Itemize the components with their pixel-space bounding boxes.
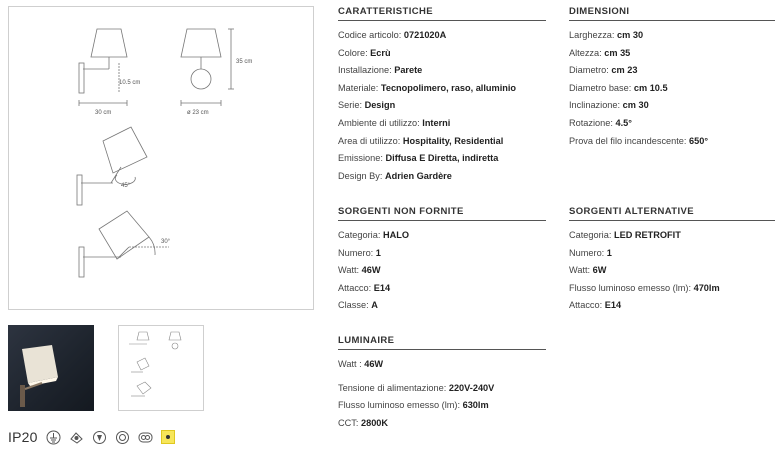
- spec-label: Materiale:: [338, 82, 381, 93]
- spec-row: [569, 245, 775, 263]
- spec-value: 470lm: [693, 282, 720, 293]
- spec-row: [338, 168, 546, 186]
- spec-row: [338, 262, 546, 280]
- dim-diameter: ø 23 cm: [187, 110, 209, 116]
- spec-value: 6W: [592, 265, 607, 276]
- spec-row: [569, 280, 775, 298]
- spec-row: [338, 97, 546, 115]
- spec-label: Attacco:: [569, 300, 605, 311]
- spec-value: Adrien Gardère: [384, 170, 452, 181]
- technical-drawing: [8, 6, 314, 310]
- spec-value: Hospitality, Residential: [402, 135, 504, 146]
- spec-row: [569, 27, 775, 45]
- spec-label: Numero:: [338, 247, 376, 258]
- spec-row: [338, 397, 546, 415]
- product-photo-thumbnail[interactable]: [8, 325, 94, 411]
- spec-row: [338, 297, 546, 315]
- spec-label: Watt:: [338, 265, 362, 276]
- lamp-diagram: [9, 7, 313, 309]
- spec-label: Codice articolo:: [338, 30, 404, 40]
- spec-label: Watt:: [569, 265, 593, 276]
- spec-value: 2800K: [360, 417, 389, 428]
- ip-value: 20: [21, 429, 38, 445]
- spec-row: [569, 115, 775, 133]
- spec-row: [338, 150, 546, 168]
- spec-row: [569, 80, 775, 98]
- sorgenti-alternative-section: [569, 206, 775, 315]
- spec-row: [338, 227, 546, 245]
- spec-row: [338, 415, 546, 433]
- spec-row: [569, 262, 775, 280]
- spec-label: Categoria:: [338, 230, 383, 240]
- spec-label: Flusso luminoso emesso (lm):: [338, 400, 463, 411]
- spec-value: cm 10.5: [633, 82, 668, 93]
- spec-label: Installazione:: [338, 65, 395, 76]
- spec-row: [338, 280, 546, 298]
- luminaire-section: [338, 335, 546, 432]
- spec-row: [338, 115, 546, 133]
- spec-value: HALO: [382, 230, 409, 240]
- dimensioni-title: DIMENSIONI: [569, 6, 775, 21]
- certifications-row: [8, 428, 175, 446]
- sorgenti-alternative-title: SORGENTI ALTERNATIVE: [569, 206, 775, 221]
- angle-rotation: 45°: [121, 183, 131, 189]
- spec-label: Attacco:: [338, 282, 374, 293]
- ip-rating: [8, 429, 38, 445]
- dim-width: 30 cm: [95, 110, 112, 116]
- spec-label: Rotazione:: [569, 117, 616, 128]
- spec-label: Diametro:: [569, 65, 612, 76]
- spec-label: Categoria:: [569, 230, 614, 240]
- spec-label: Watt :: [338, 359, 365, 369]
- spec-value: cm 35: [604, 47, 631, 58]
- spec-label: Serie:: [338, 100, 365, 111]
- spec-value: LED RETROFIT: [613, 230, 681, 240]
- spec-value: 220V-240V: [448, 382, 495, 393]
- spec-row: [338, 245, 546, 263]
- spec-value: A: [371, 300, 378, 311]
- spec-row: [338, 380, 546, 398]
- spec-label: Ambiente di utilizzo:: [338, 117, 423, 128]
- spec-label: Prova del filo incandescente:: [569, 135, 690, 146]
- spec-row: [569, 227, 775, 245]
- drawing-thumbnail-image: [119, 326, 203, 410]
- spec-row: [569, 45, 775, 63]
- spec-value: Design: [364, 100, 396, 111]
- spec-value: 46W: [364, 359, 384, 369]
- caratteristiche-title: CARATTERISTICHE: [338, 6, 546, 21]
- spec-label: Numero:: [569, 247, 607, 258]
- spec-label: Altezza:: [569, 47, 605, 58]
- ground-symbol-icon: [46, 430, 61, 445]
- drawing-thumbnail[interactable]: [118, 325, 204, 411]
- spec-label: Tensione di alimentazione:: [338, 382, 449, 393]
- luminaire-title: LUMINAIRE: [338, 335, 546, 350]
- spec-row: [338, 80, 546, 98]
- spec-label: Larghezza:: [569, 30, 618, 40]
- spec-row: [569, 297, 775, 315]
- spec-value: 46W: [361, 265, 381, 276]
- spec-value: Parete: [394, 65, 423, 76]
- sorgenti-non-fornite-title: SORGENTI NON FORNITE: [338, 206, 546, 221]
- sorgenti-non-fornite-section: [338, 206, 546, 315]
- spec-row: [338, 133, 546, 151]
- spec-row: [338, 356, 546, 374]
- safety-mark-icon: [92, 430, 107, 445]
- spec-value: 1: [606, 247, 612, 258]
- spec-value: 1: [375, 247, 381, 258]
- spec-value: cm 30: [617, 30, 644, 40]
- dim-base: 10.5 cm: [119, 80, 141, 86]
- spec-label: Inclinazione:: [569, 100, 623, 111]
- spec-row: [569, 97, 775, 115]
- double-insulation-icon: [69, 430, 84, 445]
- spec-value: E14: [604, 300, 622, 311]
- spec-label: Design By:: [338, 170, 385, 181]
- dim-height: 35 cm: [236, 59, 253, 65]
- spec-label: Diametro base:: [569, 82, 634, 93]
- spec-row: [569, 62, 775, 80]
- spec-value: Diffusa E Diretta, indiretta: [385, 153, 499, 164]
- spec-value: 650°: [689, 135, 709, 146]
- ip-prefix: IP: [8, 429, 22, 445]
- spec-value: E14: [373, 282, 391, 293]
- spec-label: Classe:: [338, 300, 372, 311]
- spec-value: 0721020A: [403, 30, 447, 40]
- spec-label: Flusso luminoso emesso (lm):: [569, 282, 694, 293]
- spec-label: Emissione:: [338, 153, 386, 164]
- spec-row: [338, 62, 546, 80]
- angle-tilt: 30°: [161, 239, 171, 245]
- lamp-photo-image: [8, 325, 94, 411]
- quality-mark-icon: [115, 430, 130, 445]
- spec-label: Area di utilizzo:: [338, 135, 403, 146]
- spec-value: 4.5°: [615, 117, 632, 128]
- spec-value: cm 23: [611, 65, 638, 76]
- spec-row: [569, 133, 775, 151]
- spec-value: Interni: [422, 117, 451, 128]
- spec-label: CCT:: [338, 417, 361, 428]
- spec-value: 630lm: [462, 400, 489, 411]
- spec-row: [338, 45, 546, 63]
- spec-row: [338, 27, 546, 45]
- caratteristiche-section: [338, 6, 546, 185]
- spec-value: Tecnopolimero, raso, alluminio: [380, 82, 517, 93]
- dimensioni-section: [569, 6, 775, 150]
- spec-label: Colore:: [338, 47, 371, 58]
- energy-class-icon: [161, 430, 175, 444]
- spec-value: cm 30: [622, 100, 649, 111]
- spec-value: Ecrù: [370, 47, 391, 58]
- ce-mark-icon: [138, 430, 153, 445]
